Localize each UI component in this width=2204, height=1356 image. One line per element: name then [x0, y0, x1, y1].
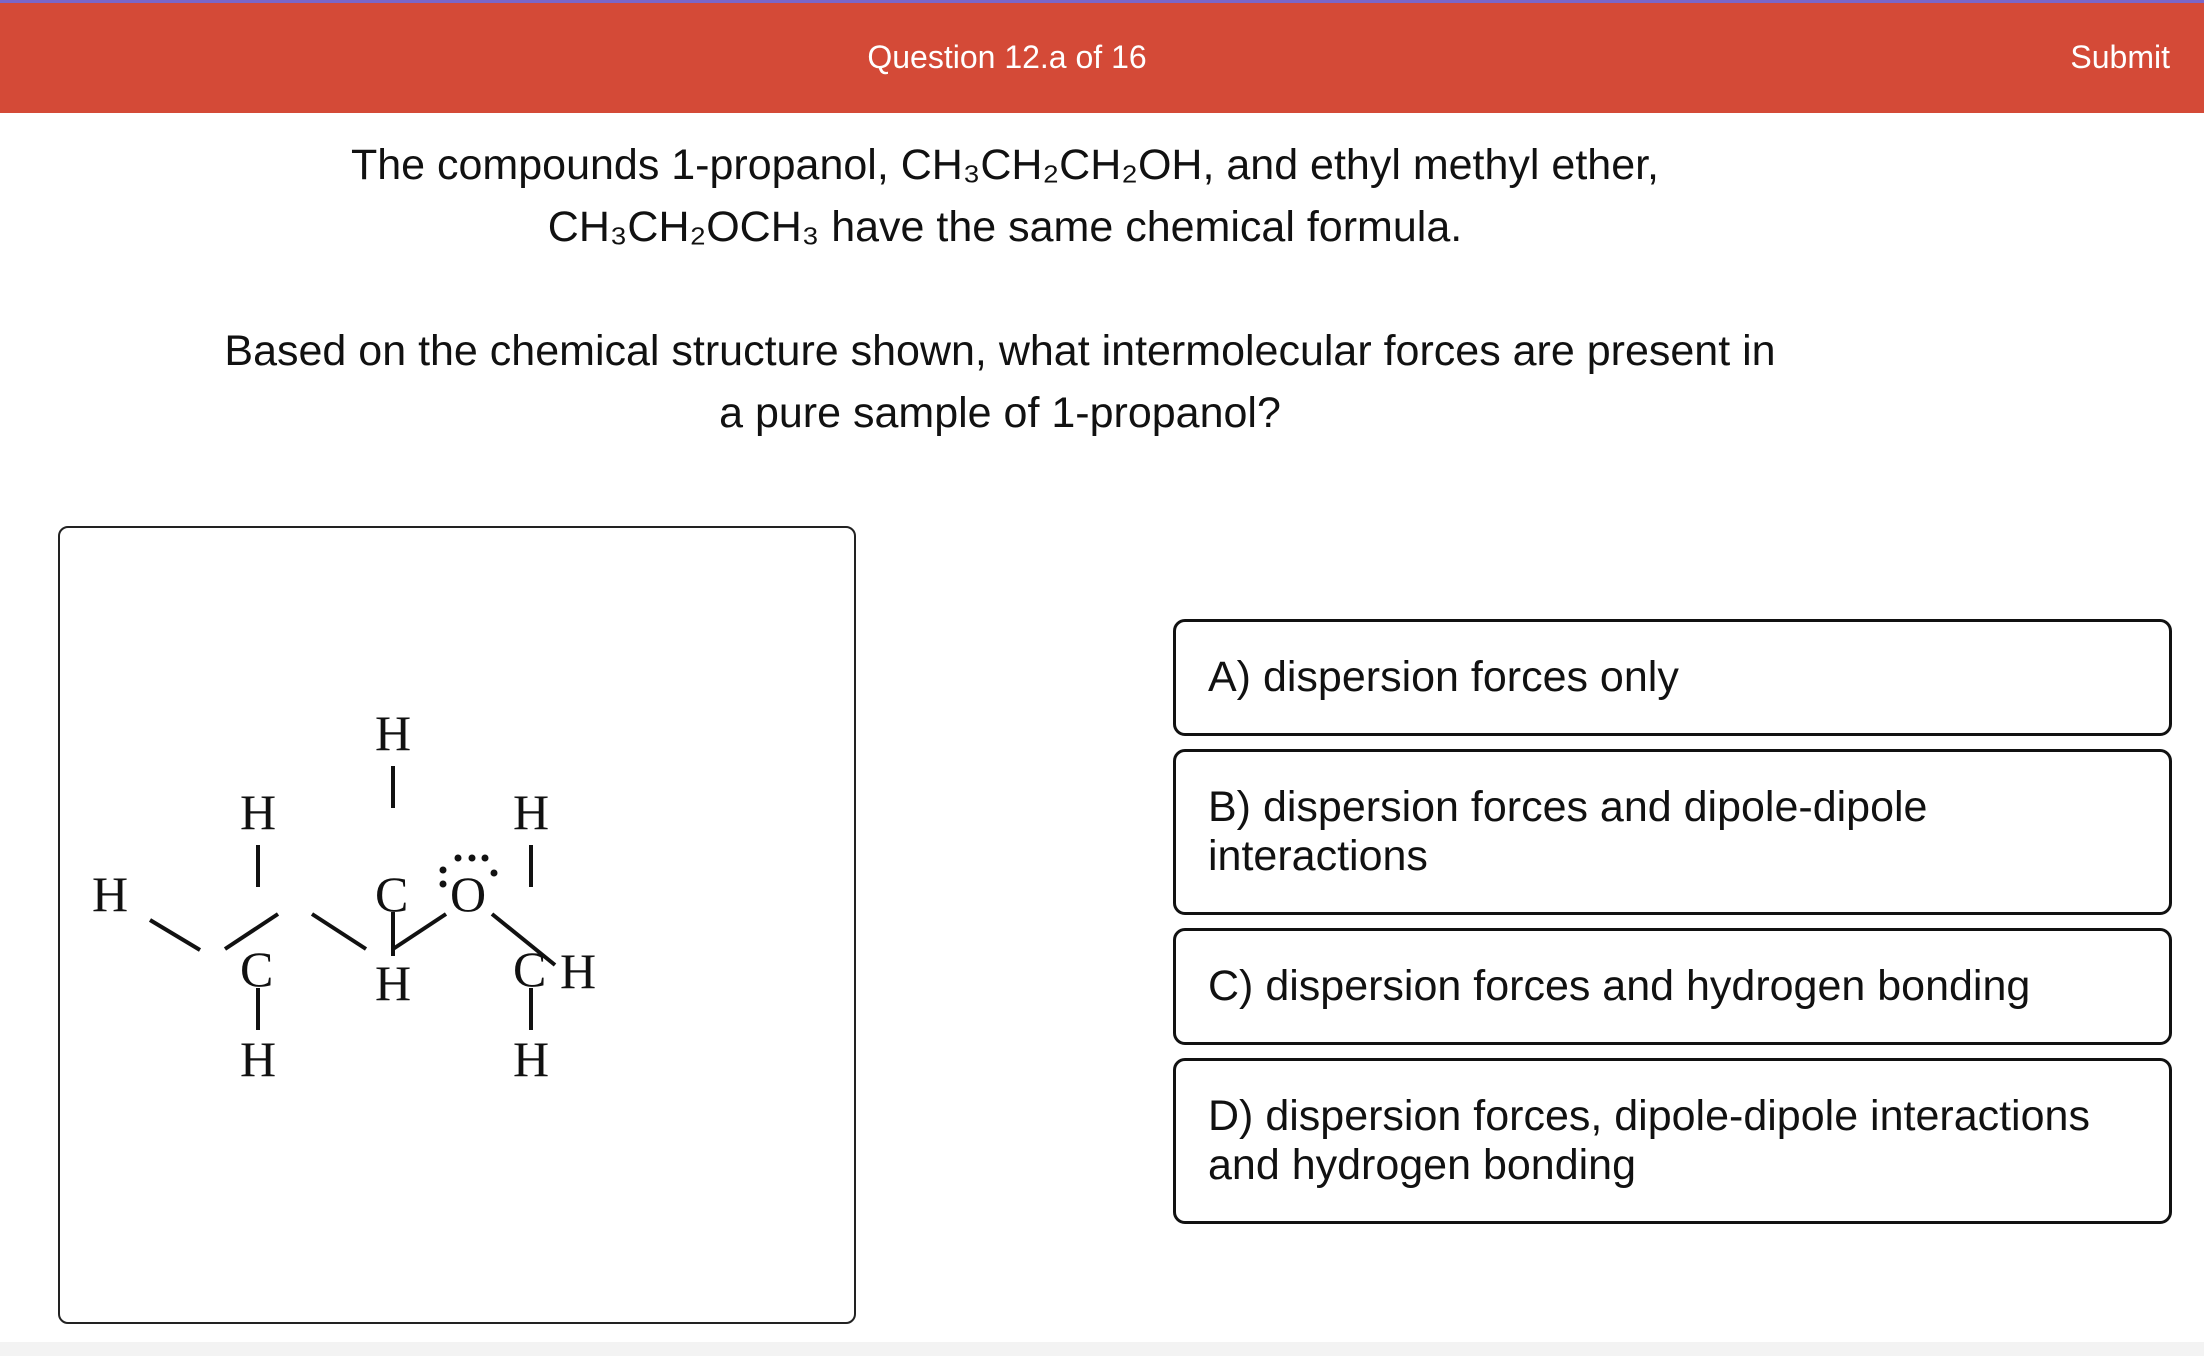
question-prompt-line2: a pure sample of 1-propanol?	[719, 389, 1281, 437]
bond-h-c1	[150, 920, 200, 950]
question-prompt-line1: Based on the chemical structure shown, what intermolecular forces are present in	[224, 327, 1776, 375]
answer-option-d-label: D) dispersion forces, dipole-dipole interactions and hydrogen bonding	[1208, 1092, 2090, 1189]
answer-option-d[interactable]	[1173, 1058, 2172, 1224]
atom-c2-bottom-h: H	[375, 955, 412, 1011]
question-intro-line2: CH₃CH₂OCH₃ have the same chemical formula.	[547, 203, 1463, 251]
answer-choices	[1173, 619, 2172, 1224]
answer-option-c[interactable]	[1173, 928, 2172, 1045]
atom-c2-top-h: H	[375, 705, 412, 761]
atom-c1: C	[240, 941, 274, 997]
header-bar	[0, 0, 2204, 113]
atom-h-right: H	[560, 943, 597, 999]
atom-c3-top-h: H	[513, 784, 550, 840]
question-counter: Question 12.a of 16	[867, 39, 1147, 75]
structure-diagram	[58, 526, 856, 1324]
answer-option-a[interactable]	[1173, 619, 2172, 736]
submit-button[interactable]: Submit	[2070, 39, 2170, 75]
propanol-structure	[60, 528, 854, 1322]
question-intro	[300, 134, 1710, 258]
atom-c1-top-h: H	[240, 784, 277, 840]
answer-option-a-label: A) dispersion forces only	[1208, 653, 1679, 701]
question-prompt	[150, 320, 1850, 444]
atom-c2: C	[375, 866, 409, 922]
atom-o: O	[450, 866, 487, 922]
atom-c3-bottom-h: H	[513, 1031, 550, 1087]
question-intro-line1: The compounds 1-propanol, CH₃CH₂CH₂OH, and ethyl methyl ether,	[350, 141, 1660, 189]
bottom-edge	[0, 1342, 2204, 1356]
bond-c2-c3	[312, 914, 366, 949]
answer-option-c-label: C) dispersion forces and hydrogen bonding	[1208, 962, 2031, 1010]
answer-option-b-label: B) dispersion forces and dipole-dipole interactions	[1208, 783, 1928, 880]
atom-c3: C	[513, 941, 547, 997]
atom-h-left: H	[92, 866, 129, 922]
atom-c1-bottom-h: H	[240, 1031, 277, 1087]
answer-option-b[interactable]	[1173, 749, 2172, 915]
